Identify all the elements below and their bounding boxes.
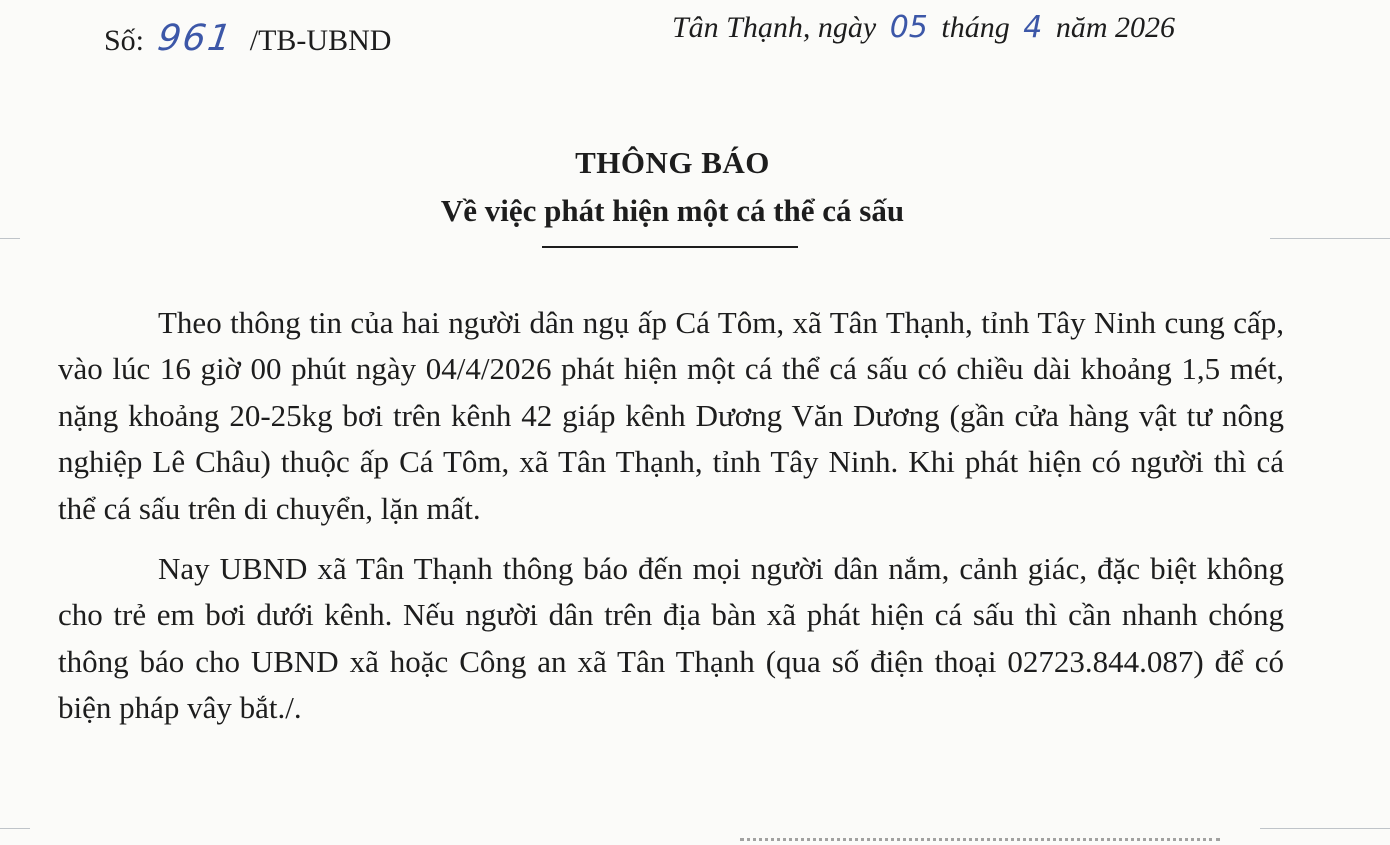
document-number — [104, 18, 391, 59]
body-paragraph: Theo thông tin của hai người dân ngụ ấp Cá Tôm, xã Tân Thạnh, tỉnh Tây Ninh cung cấp, vào lúc 16 giờ 00 phút ngày 04/4/2026 phát hiện một cá thể cá sấu có chiều dài khoảng 1,5 mét, nặng khoảng 20-25kg bơi trên kênh 42 giáp kênh Dương Văn Dương (gần cửa hàng vật tư nông nghiệp Lê Châu) thuộc ấp Cá Tôm, xã Tân Thạnh, tỉnh Tây Ninh. Khi phát hiện có người thì cá thể cá sấu trên di chuyển, lặn mất. — [58, 305, 1284, 526]
document-body — [58, 300, 1284, 732]
date-month-label: tháng — [941, 11, 1010, 44]
document-date — [672, 10, 1175, 45]
scan-artifact-line — [1270, 238, 1390, 239]
cut-off-signature-line — [740, 838, 1220, 845]
document-title: THÔNG BÁO — [575, 145, 770, 180]
scan-artifact-line — [0, 238, 20, 239]
title-underline — [542, 246, 798, 248]
number-prefix: Số: — [104, 24, 145, 57]
handwritten-month: 4 — [1023, 10, 1043, 45]
scan-artifact-line — [0, 828, 30, 829]
date-year-label: năm 2026 — [1055, 11, 1175, 44]
body-paragraph: Nay UBND xã Tân Thạnh thông báo đến mọi người dân nắm, cảnh giác, đặc biệt không cho trẻ em bơi dưới kênh. Nếu người dân trên địa bàn xã phát hiện cá sấu thì cần nhanh chóng thông báo cho UBND xã hoặc Công an xã Tân Thạnh (qua số điện thoại 02723.844.087) để có biện pháp vây bắt./. — [58, 551, 1284, 726]
document-subtitle: Về việc phát hiện một cá thể cá sấu — [440, 193, 905, 228]
handwritten-day: 05 — [889, 10, 928, 45]
number-suffix: /TB-UBND — [249, 24, 392, 57]
scan-artifact-line — [1260, 828, 1390, 829]
handwritten-number: 961 — [154, 18, 236, 59]
date-location: Tân Thạnh, ngày — [672, 11, 877, 44]
